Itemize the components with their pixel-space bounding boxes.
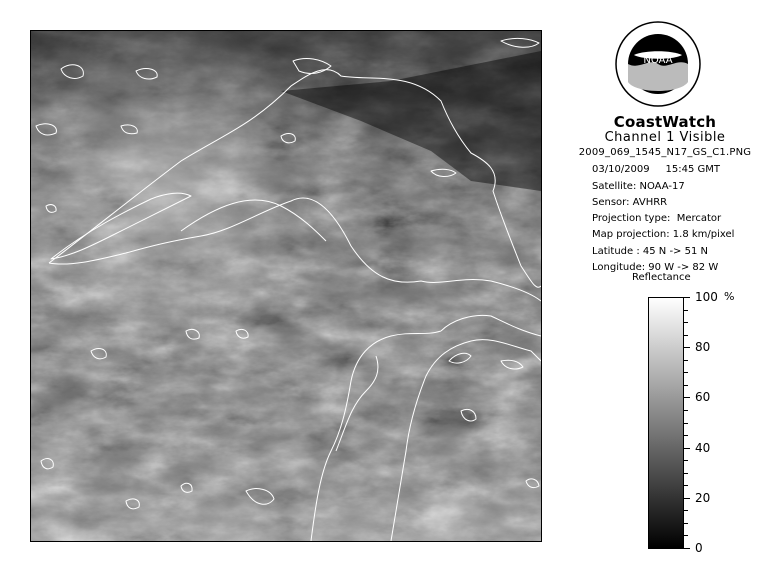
time-value: 15:45 GMT — [665, 164, 721, 175]
colorbar-major-tick — [684, 448, 690, 449]
colorbar-major-tick — [684, 498, 690, 499]
colorbar-major-tick — [684, 548, 690, 549]
date-value: 03/10/2009 — [592, 164, 650, 175]
reflectance-colorbar — [648, 297, 684, 549]
satellite-image — [30, 30, 542, 542]
colorbar-title: Reflectance — [632, 272, 691, 283]
colorbar-tick-label: 40 — [695, 441, 711, 455]
colorbar-minor-tick — [684, 360, 688, 361]
colorbar-major-tick — [684, 397, 690, 398]
colorbar-tick-label: 100 — [695, 290, 718, 304]
colorbar-minor-tick — [684, 535, 688, 536]
colorbar-minor-tick — [684, 523, 688, 524]
latitude-label: Latitude : 45 N -> 51 N — [592, 246, 708, 257]
legend-panel — [560, 10, 770, 562]
colorbar-major-tick — [684, 347, 690, 348]
colorbar-minor-tick — [684, 473, 688, 474]
noaa-logo — [614, 20, 702, 108]
app-title: CoastWatch — [613, 113, 717, 131]
colorbar-tick-label: 0 — [695, 541, 703, 555]
colorbar-minor-tick — [684, 372, 688, 373]
colorbar-minor-tick — [684, 485, 688, 486]
projection-type-label: Projection type: Mercator — [592, 213, 722, 224]
logo-text: NOAA — [643, 55, 673, 66]
satellite-label: Satellite: NOAA-17 — [592, 181, 685, 192]
colorbar-minor-tick — [684, 435, 688, 436]
colorbar-minor-tick — [684, 410, 688, 411]
colorbar-minor-tick — [684, 310, 688, 311]
colorbar-unit: % — [724, 290, 735, 303]
longitude-label: Longitude: 90 W -> 82 W — [592, 262, 719, 273]
colorbar-major-tick — [684, 297, 690, 298]
channel-subtitle: Channel 1 Visible — [604, 130, 726, 145]
image-filename: 2009_069_1545_N17_GS_C1.PNG — [578, 147, 752, 158]
colorbar-minor-tick — [684, 423, 688, 424]
colorbar-minor-tick — [684, 385, 688, 386]
colorbar-minor-tick — [684, 322, 688, 323]
colorbar-minor-tick — [684, 510, 688, 511]
colorbar-tick-label: 20 — [695, 491, 711, 505]
map-projection-label: Map projection: 1.8 km/pixel — [592, 229, 735, 240]
colorbar-tick-label: 80 — [695, 340, 711, 354]
sensor-label: Sensor: AVHRR — [592, 197, 668, 208]
colorbar-minor-tick — [684, 460, 688, 461]
colorbar-tick-label: 60 — [695, 390, 711, 404]
date-time — [592, 164, 720, 175]
colorbar-ticks — [684, 290, 774, 555]
colorbar-minor-tick — [684, 335, 688, 336]
